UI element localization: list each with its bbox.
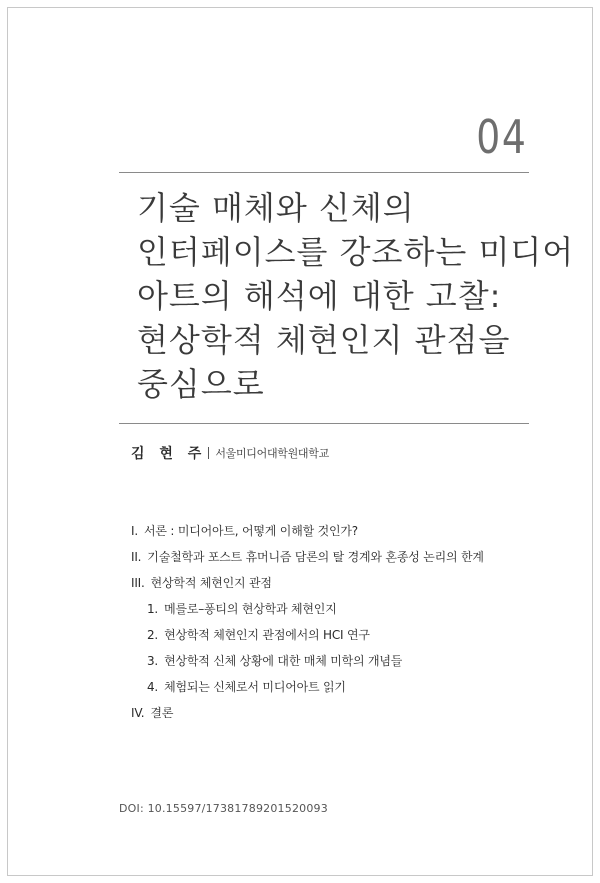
chapter-number: 04	[476, 110, 528, 164]
title-line: 현상학적 체현인지 관점을	[137, 321, 511, 359]
toc-number: 2.	[147, 628, 159, 642]
toc-text: 메를로–퐁티의 현상학과 체현인지	[164, 602, 337, 616]
toc-subitem-2	[131, 622, 551, 648]
toc-number: IV.	[131, 706, 145, 720]
toc-number: II.	[131, 550, 142, 564]
author-name: 김 현 주	[131, 446, 207, 462]
toc-text: 서론 : 미디어아트, 어떻게 이해할 것인가?	[143, 524, 358, 538]
toc-item-1	[131, 518, 551, 544]
title-line: 기술 매체와 신체의	[137, 189, 415, 227]
toc-text: 기술철학과 포스트 휴머니즘 담론의 탈 경계와 혼종성 논리의 한계	[147, 550, 484, 564]
author-affiliation: 서울미디어대학원대학교	[215, 447, 329, 460]
title-bottom-rule	[119, 423, 529, 424]
toc-text: 체험되는 신체로서 미디어아트 읽기	[164, 680, 346, 694]
title-line: 아트의 해석에 대한 고찰:	[137, 277, 502, 315]
toc-item-2	[131, 544, 551, 570]
toc-subitem-3	[131, 648, 551, 674]
toc-text: 결론	[150, 706, 174, 720]
title-line: 인터페이스를 강조하는 미디어	[137, 233, 575, 271]
table-of-contents	[131, 518, 551, 726]
title-top-rule	[119, 172, 529, 173]
toc-text: 현상학적 체현인지 관점	[150, 576, 272, 590]
author-separator	[208, 447, 209, 459]
title-line: 중심으로	[137, 365, 265, 403]
toc-number: 3.	[147, 654, 159, 668]
author-line	[131, 443, 329, 463]
toc-number: 1.	[147, 602, 159, 616]
toc-text: 현상학적 체현인지 관점에서의 HCI 연구	[164, 628, 370, 642]
toc-subitem-4	[131, 674, 551, 700]
toc-number: 4.	[147, 680, 159, 694]
toc-number: I.	[131, 524, 138, 538]
toc-item-4	[131, 700, 551, 726]
paper-title	[137, 186, 575, 406]
toc-subitem-1	[131, 596, 551, 622]
toc-number: III.	[131, 576, 145, 590]
toc-text: 현상학적 신체 상황에 대한 매체 미학의 개념들	[164, 654, 403, 668]
toc-item-3	[131, 570, 551, 596]
doi-line: DOI: 10.15597/17381789201520093	[119, 802, 328, 815]
